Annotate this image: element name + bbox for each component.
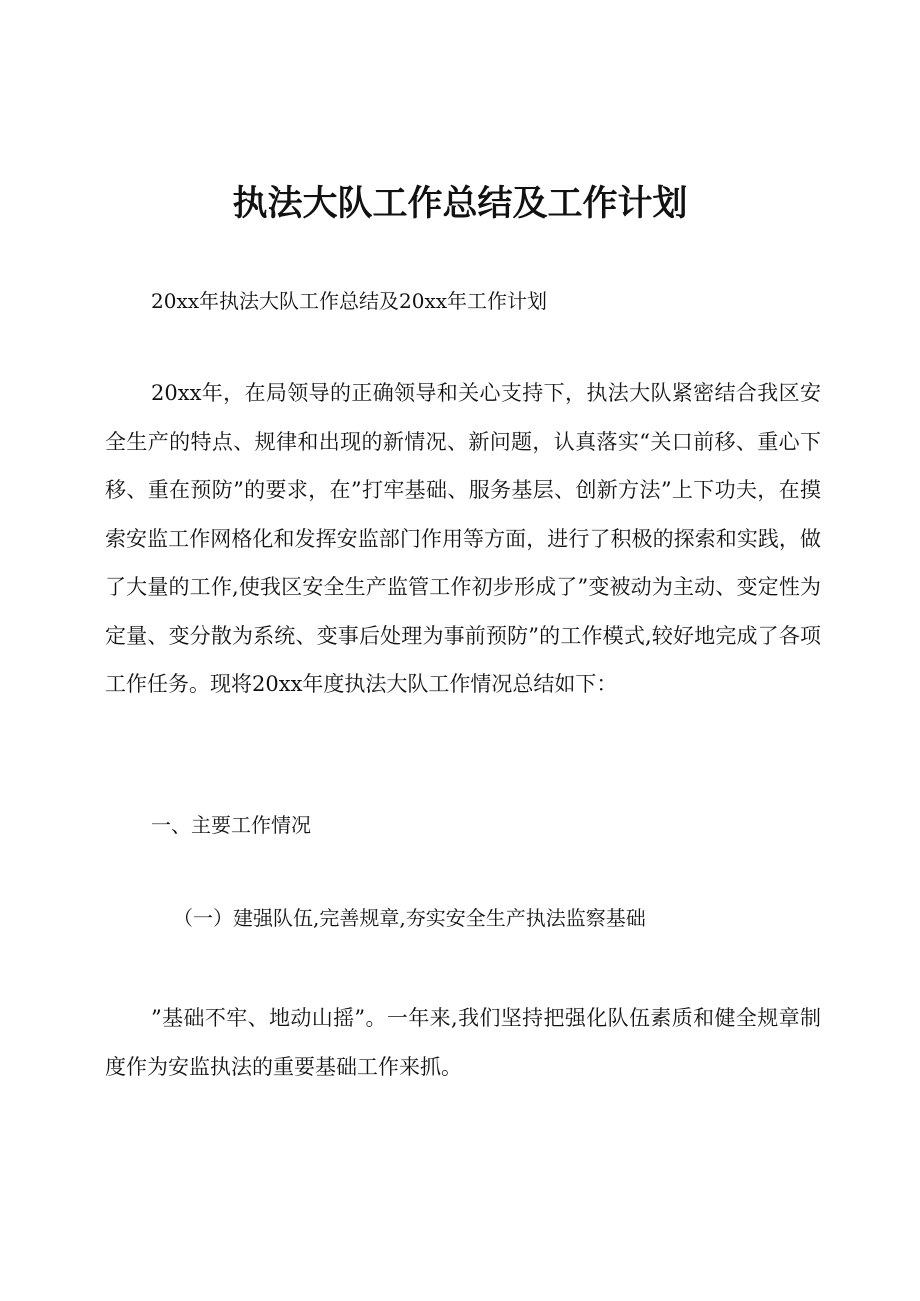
body-paragraph: ”基础不牢、地动山摇”。一年来,我们坚持把强化队伍素质和健全规章制度作为安监执法的重要基础工作来抓。 xyxy=(105,1006,821,1079)
intro-paragraph: 20xx年，在局领导的正确领导和关心支持下，执法大队紧密结合我区安全生产的特点、规律和出现的新情况、新问题，认真落实“关口前移、重心下移、重在预防”的要求，在”打牢基础、服务基层、创新方法”上下功夫，在摸索安监工作网格化和发挥安监部门作用等方面，进行了积极的探索和实践，做了大量的工作,使我区安全生产监管工作初步形成了”变被动为主动、变定性为定量、变分散为系统、变事后处理为事前预防”的工作模式,较好地完成了各项工作任务。现将20xx年度执法大队工作情况总结如下： xyxy=(105,381,821,696)
section-heading: 一、主要工作情况 xyxy=(151,813,311,837)
subsection-heading: （一）建强队伍,完善规章,夯实安全生产执法监察基础 xyxy=(173,906,646,930)
document-subtitle: 20xx年执法大队工作总结及20xx年工作计划 xyxy=(151,289,548,313)
document-title: 执法大队工作总结及工作计划 xyxy=(232,184,688,224)
